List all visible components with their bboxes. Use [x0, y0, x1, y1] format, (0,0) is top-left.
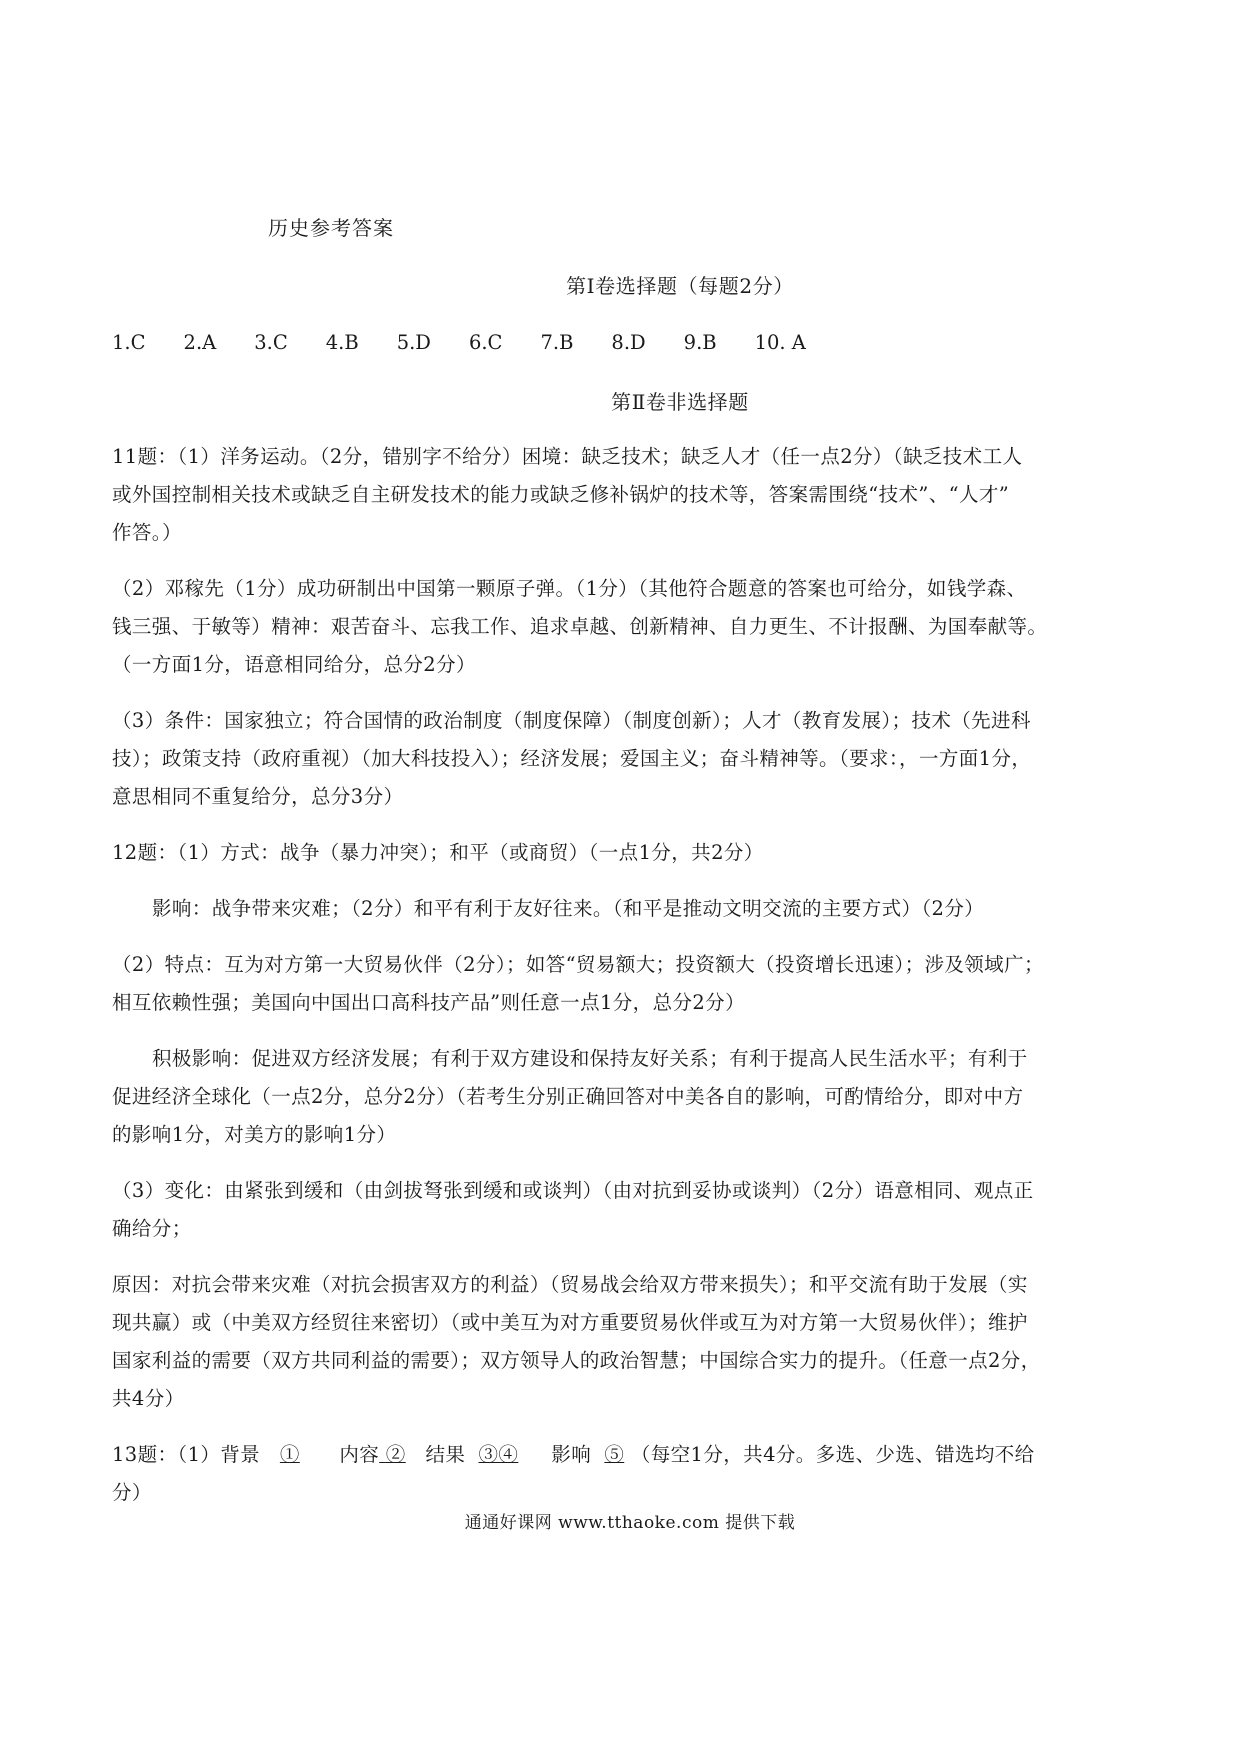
text-line: 国家利益的需要（双方共同利益的需要）；双方领导人的政治智慧；中国综合实力的提升。（任意一点2分，: [112, 1349, 1041, 1372]
text-line: 共4分）: [112, 1387, 185, 1410]
text-line: 的影响1分，对美方的影响1分）: [112, 1123, 397, 1146]
text-line: （一方面1分，语意相同给分，总分2分）: [112, 653, 476, 676]
answer-item: 2.A: [183, 331, 217, 354]
section2-title: 第Ⅱ卷非选择题: [611, 390, 749, 414]
q13-result-answer: ③④: [478, 1443, 519, 1466]
q13-prefix: 13题：（1）背景: [112, 1443, 261, 1466]
answer-item: 6.C: [468, 331, 503, 354]
q13-impact-answer: ⑤: [604, 1443, 625, 1466]
answer-item: 8.D: [611, 331, 646, 354]
text-line: （3）条件：国家独立；符合国情的政治制度（制度保障）（制度创新）；人才（教育发展）；技术（先进科: [112, 709, 1031, 732]
text-line: 现共赢）或（中美双方经贸往来密切）（或中美互为对方重要贸易伙伴或互为对方第一大贸易伙伴）；维护: [112, 1311, 1028, 1334]
text-line: 影响：战争带来灾难；（2分）和平有利于友好往来。（和平是推动文明交流的主要方式）（2分）: [152, 897, 985, 920]
doc-title: 历史参考答案: [268, 216, 394, 240]
text-line: （2）特点：互为对方第一大贸易伙伴（2分）；如答“贸易额大；投资额大（投资增长迅速）；涉及领域广；: [112, 953, 1044, 976]
text-line: 11题：（1）洋务运动。（2分，错别字不给分）困境：缺乏技术；缺乏人才（任一点2分）（缺乏技术工人: [112, 445, 1023, 468]
text-line: 相互依赖性强；美国向中国出口高科技产品”则任意一点1分，总分2分）: [112, 991, 745, 1014]
section1-title: 第Ⅰ卷选择题（每题2分）: [566, 274, 794, 298]
text-line: （2）邓稼先（1分）成功研制出中国第一颗原子弹。（1分）（其他符合题意的答案也可给分，如钱学森、: [112, 577, 1027, 600]
q13-result-label: 结果: [425, 1443, 466, 1466]
text-line: 作答。）: [112, 521, 182, 544]
text-line: 或外国控制相关技术或缺乏自主研发技术的能力或缺乏修补锅炉的技术等，答案需围绕“技术”、“人才”: [112, 483, 1010, 506]
q13-line: [112, 1436, 1132, 1474]
q13-tail: （每空1分，共4分。多选、少选、错选均不给: [630, 1443, 1035, 1466]
answer-item: 9.B: [683, 331, 717, 354]
text-line: 确给分；: [112, 1217, 192, 1240]
q13-background-answer: ①: [279, 1443, 300, 1466]
text-line: 原因：对抗会带来灾难（对抗会损害双方的利益）（贸易战会给双方带来损失）；和平交流有助于发展（实: [112, 1273, 1028, 1296]
text-line: 积极影响：促进双方经济发展；有利于双方建设和保持友好关系；有利于提高人民生活水平；有利于: [152, 1047, 1028, 1070]
text-line: （3）变化：由紧张到缓和（由剑拔弩张到缓和或谈判）（由对抗到妥协或谈判）（2分）语意相同、观点正: [112, 1179, 1034, 1202]
text-line: 12题：（1）方式：战争（暴力冲突）；和平（或商贸）（一点1分，共2分）: [112, 841, 764, 864]
footer-credit: 通通好课网 www.tthaoke.com 提供下载: [464, 1513, 796, 1533]
answer-item: 10. A: [754, 331, 806, 354]
answer-item: 4.B: [325, 331, 359, 354]
text-line: 促进经济全球化（一点2分，总分2分）（若考生分别正确回答对中美各自的影响，可酌情给分，即对中方: [112, 1085, 1024, 1108]
q13-content-label: 内容: [339, 1443, 380, 1466]
answer-item: 7.B: [540, 331, 574, 354]
text-line: 意思相同不重复给分，总分3分）: [112, 785, 404, 808]
q13-impact-label: 影响: [551, 1443, 592, 1466]
answer-item: 1.C: [112, 331, 146, 354]
text-line: 技）；政策支持（政府重视）（加大科技投入）；经济发展；爱国主义；奋斗精神等。（要求：，一方面1分，: [112, 747, 1032, 770]
text-line: 钱三强、于敏等）精神：艰苦奋斗、忘我工作、追求卓越、创新精神、自力更生、不计报酬、为国奉献等。: [112, 615, 1048, 638]
text-line: 分）: [112, 1481, 152, 1504]
answer-item: 5.D: [396, 331, 431, 354]
choice-answers: [112, 328, 844, 358]
q13-content-answer: ②: [385, 1443, 406, 1466]
answer-item: 3.C: [254, 331, 288, 354]
